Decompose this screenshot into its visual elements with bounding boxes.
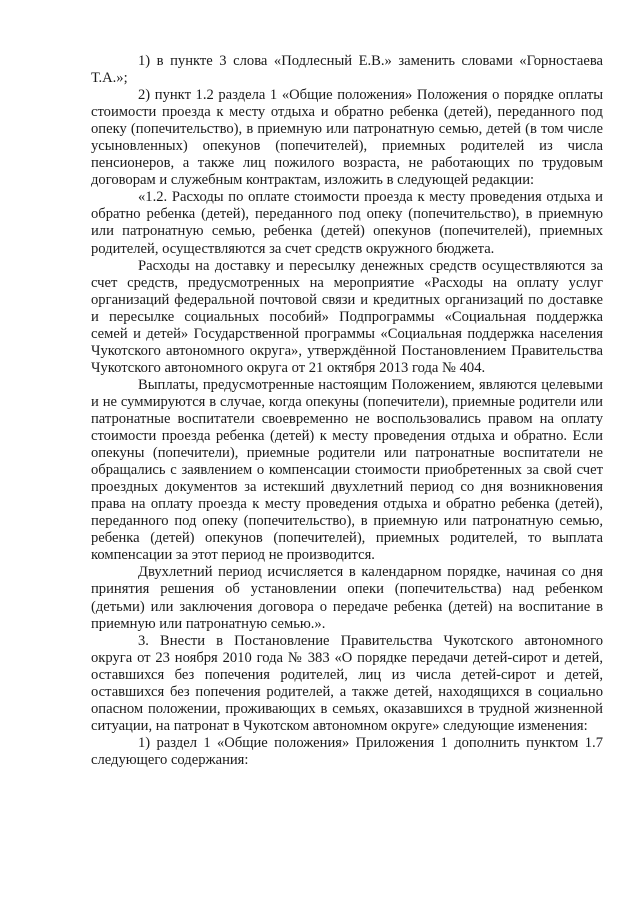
paragraph-delivery-expenses: Расходы на доставку и пересылку денежных средств осуществляются за счет средств, предусмотренных на мероприятие «Расходы на оплату услуг организаций федеральной почтовой связи и кредитных организаций по доставке и пересылке социальных пособий» Подпрограммы «Социальная поддержка семей и детей» Государственной программы «Социальная поддержка населения Чукотского автономного округа», утверждённой Постановлением Правительства Чукотского автономного округа от 21 октября 2013 года № 404. bbox=[91, 257, 603, 376]
paragraph-item-2-clause-1-2: 2) пункт 1.2 раздела 1 «Общие положения» Положения о порядке оплаты стоимости проезда к месту отдыха и обратно ребенка (детей), переданного под опеку (попечительство), в приемную или патронатную семью, детей (в том числе усыновленных) опекунов (попечителей), приемных родителей из числа пенсионеров, а также лиц пожилого возраста, не работающих по трудовым договорам и служебным контрактам, изложить в следующей редакции: bbox=[91, 87, 603, 189]
paragraph-item-1-add-clause-1-7: 1) раздел 1 «Общие положения» Приложения 1 дополнить пунктом 1.7 следующего содержания: bbox=[91, 734, 603, 768]
paragraph-payments-purpose: Выплаты, предусмотренные настоящим Положением, являются целевыми и не суммируются в случае, когда опекуны (попечители), приемные родители или патронатные воспитатели своевременно не воспользовались правом на оплату стоимости проезда ребенка (детей) к месту проведения отдыха и обратно. Если опекуны (попечители), приемные родители или патронатные воспитатели не обращались с заявлением о компенсации стоимости приобретенных за свой счет проездных документов за истекший двухлетний период со дня возникновения права на оплату проезда к месту проведения отдыха и обратно ребенка (детей), переданного под опеку (попечительство), в приемную или патронатную семью, ребенка (детей) опекунов (попечителей), приемных родителей, то выплата компенсации за этот период не производится. bbox=[91, 376, 603, 564]
paragraph-quoted-clause-1-2: «1.2. Расходы по оплате стоимости проезда к месту проведения отдыха и обратно ребенка (детей), переданного под опеку (попечительство), в приемную или патронатную семью, ребенка (детей) опекунов (попечителей), приемных родителей, осуществляются за счет средств окружного бюджета. bbox=[91, 189, 603, 257]
document-page bbox=[91, 53, 603, 769]
paragraph-item-1-replace-name: 1) в пункте 3 слова «Подлесный Е.В.» заменить словами «Горностаева Т.А.»; bbox=[91, 53, 603, 87]
paragraph-item-3-amend-resolution: 3. Внести в Постановление Правительства Чукотского автономного округа от 23 ноября 2010 года № 383 «О порядке передачи детей-сирот и детей, оставшихся без попечения родителей, лиц из числа детей-сирот и детей, оставшихся без попечения родителей, а также детей, находящихся в социально опасном положении, проживающих в семьях, оказавшихся в трудной жизненной ситуации, на патронат в Чукотском автономном округе» следующие изменения: bbox=[91, 632, 603, 734]
paragraph-two-year-period: Двухлетний период исчисляется в календарном порядке, начиная со дня принятия решения об установлении опеки (попечительства) над ребенком (детьми) или заключения договора о передаче ребенка (детей) на воспитание в приемную или патронатную семью.». bbox=[91, 564, 603, 632]
